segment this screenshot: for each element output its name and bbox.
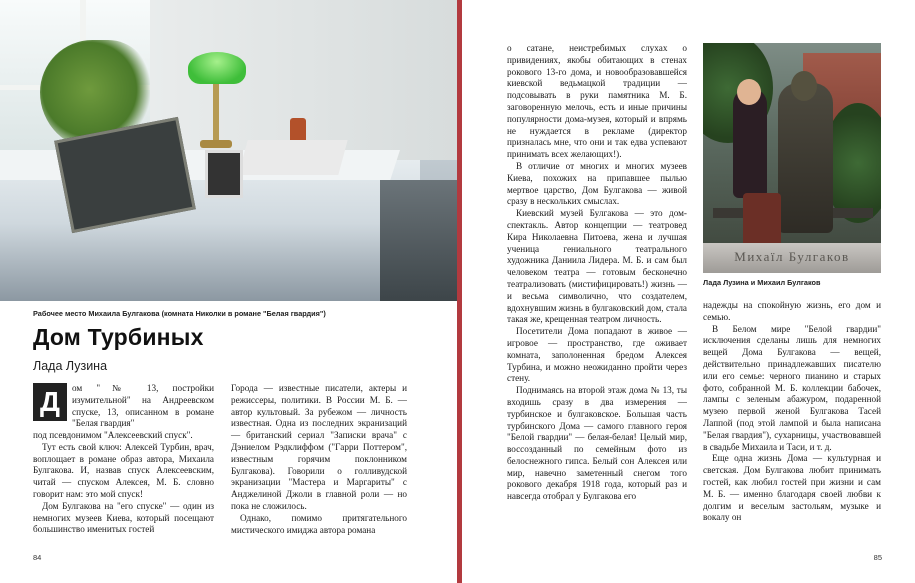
article-title: Дом Турбиных (33, 324, 204, 350)
monument-photo (703, 43, 881, 273)
paragraph: В отличие от многих и многих музеев Киева, похожих на припавшее пылью мертвое царство, Дом Булгакова — живой сразу в нескольких смыслах. (507, 160, 687, 207)
paragraph: надежды на спокойную жизнь, его дом и семью. (703, 300, 881, 322)
photo-frame (205, 150, 243, 198)
green-lamp-shade (188, 52, 246, 84)
paragraph: Киевский музей Булгакова — это дом-спектакль. Автор концепции — театровед Кира Николаевна Питоева, жена и лучшая ученица гениального театрального художника Даниила Лидера. М. Б. и сам был человеком театра — готовым бесконечно театрализовать (мистифицировать!) жизнь — и весьма символично, что создателем, вдохнувшим жизнь в булгаковский дом, стала такая же, крещенная театром личность. (507, 208, 687, 325)
article-author: Лада Лузина (33, 359, 108, 373)
lamp-base (200, 140, 232, 148)
paragraph: В Белом мире "Белой гвардии" исключения сделаны лишь для немногих вещей Дома Булгакова — вещей, действительно принадлежавших писателю или его семье: черного пианино и старых фото, собранной М. Б. коллекции бабочек, лампы с зеленым абажуром, подаренной музею первой женой Булгакова Тасей Лаппой (под этой лампой и была написана "Белая гвардия"), сухарницы, участвовавшей в свадьбе Михаила и Таси, и т. д. (703, 323, 881, 452)
left-page (0, 0, 457, 583)
right-column-2 (703, 300, 881, 524)
woman-head (737, 79, 761, 105)
paragraph: Поднимаясь на второй этаж дома № 13, ты входишь сразу в два измерения — турбинское и булгаковское. Большая часть турбинского Дома — самого главного героя "Белой гвардии" — белая-белая! Целый мир, воссозданный по семейным фото из белоснежного гипса. Белый сон Алексея или мир, навечно заметенный снегом того рокового декабря 1918 года, который раз и навсегда отобрал у Булгакова его (507, 385, 687, 502)
paragraph: Города — известные писатели, актеры и режиссеры, политики. В России М. Б. — автор культовый. За рубежом — личность известная. Одна из последних экранизаций — британский сериал "Записки врача" с Дэниелом Рэдклиффом ("Гарри Поттером", известным горячим поклонником Булгакова). Говорили о голливудской экранизации "Мастера и Маргариты" с Анджелиной Джоли в главной роли — но пока не сложилось. (231, 383, 407, 511)
photo-caption: Рабочее место Михаила Булгакова (комната Николки в романе "Белая гвардия") (33, 309, 326, 318)
paragraph: о сатане, неистребимых слухах о привидениях, якобы обитающих в стенах рокового 13-го дома, и новообразовавшейся киевской ведьмацкой традиции — подсовывать в руки памятника М. Б. заговоренную мелочь, есть и иные причины популярности дома-музея, который и впрямь не нуждается в рекламе (директор призналась мне, что они и так едва успевают принимать всех желающих!). (507, 43, 687, 160)
left-column-1 (33, 430, 214, 536)
statue-head (791, 71, 817, 101)
boots (743, 193, 781, 248)
paragraph: Дом Булгакова на "его спуске" — один из немногих музеев Киева, который посещают большинство именитых гостей (33, 500, 214, 535)
paper-box (238, 140, 347, 175)
desk-photo (0, 0, 457, 301)
page-number-left: 84 (33, 553, 42, 562)
lamp-pole (213, 84, 219, 144)
paragraph: под псевдонимом "Алексеевский спуск". (33, 430, 193, 440)
right-column-1 (507, 43, 687, 503)
paragraph: Тут есть свой ключ: Алексей Турбин, врач, воплощает в романе образ автора, Михаила Булгакова. И, назвав спуск Алексеевским, читай — спуском Алексея, М. Б. словно говорит нам: это мой спуск! (33, 441, 214, 499)
dark-corner (380, 180, 457, 301)
photo-caption-right: Лада Лузина и Михаил Булгаков (703, 278, 821, 287)
bulgakov-statue (778, 83, 833, 233)
page-number-right: 85 (873, 553, 882, 562)
paragraph: Однако, помимо притягательного мистического имиджа автора романа (231, 512, 407, 535)
drop-cap: Д (33, 383, 67, 421)
paragraph: Посетители Дома попадают в живое — игровое — пространство, где оживает комната, заполоненная бредом Алексея Турбина, и можно неожиданно пройти через стену. (507, 326, 687, 384)
paragraph: Еще одна жизнь Дома — культурная и светская. Дом Булгакова любит принимать гостей, как любил гостей при жизни и сам М. Б. — именно благодаря своей любви к долгим и веселым застольям, музыке и вокалу он (703, 453, 881, 523)
monument-inscription: Михаїл Булгаков (734, 249, 850, 264)
left-column-2 (231, 383, 407, 536)
right-page (462, 0, 915, 583)
drop-cap-text: ом "№ 13, постройки изумительной" на Андреевском спуске, 13, описанном в романе "Белая гвардия" (72, 383, 214, 429)
